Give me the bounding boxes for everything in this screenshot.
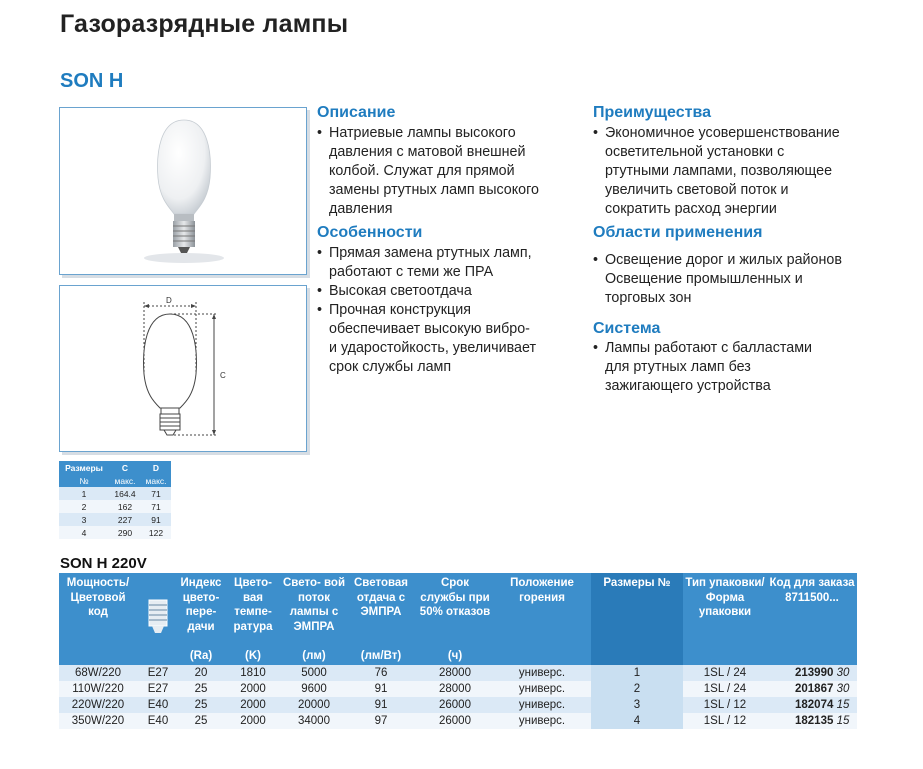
feature-line: и ударостойкость, увеличивает bbox=[329, 340, 536, 356]
cell-efficacy: 76 bbox=[345, 665, 417, 681]
order-code: 182074 bbox=[795, 699, 834, 711]
feature-line: работают с теми же ПРА bbox=[329, 264, 494, 280]
header-efficacy: Световая отдача с ЭМПРА bbox=[345, 573, 417, 647]
advantage-line: увеличить световой поток и bbox=[605, 182, 789, 198]
product-name: SON H bbox=[60, 70, 124, 92]
cell-lifetime: 28000 bbox=[417, 681, 493, 697]
cell-efficacy: 97 bbox=[345, 713, 417, 729]
advantages-section bbox=[593, 104, 893, 219]
description-list bbox=[317, 124, 577, 219]
dim-cell: 3 bbox=[59, 513, 109, 526]
table-row bbox=[59, 697, 857, 713]
features-list bbox=[317, 244, 577, 377]
advantage-line: сократить расход энергии bbox=[605, 201, 777, 217]
order-code: 182135 bbox=[795, 715, 834, 727]
main-table-title: SON H 220V bbox=[60, 555, 147, 572]
header-order-code: Код для заказа 8711500... bbox=[767, 573, 857, 647]
application-line: торговых зон bbox=[605, 290, 692, 306]
cell-color-temp: 1810 bbox=[223, 665, 283, 681]
drawing-label-d: D bbox=[166, 296, 172, 305]
cell-cri: 25 bbox=[179, 681, 223, 697]
dimension-drawing-image bbox=[60, 286, 306, 451]
unit-cell bbox=[591, 647, 683, 665]
unit-cell bbox=[137, 647, 179, 665]
description-section bbox=[317, 104, 577, 219]
cell-size: 3 bbox=[591, 697, 683, 713]
drawing-label-c: C bbox=[220, 371, 226, 380]
order-code-suffix: 15 bbox=[836, 715, 850, 727]
unit-cell bbox=[767, 647, 857, 665]
cell-flux: 9600 bbox=[283, 681, 345, 697]
dim-cell: 1 bbox=[59, 487, 109, 500]
dim-cell: 71 bbox=[141, 500, 171, 513]
description-line: • Натриевые лампы высокого bbox=[317, 124, 577, 143]
dim-row bbox=[59, 513, 171, 526]
header-size: Размеры № bbox=[591, 573, 683, 647]
unit-efficacy: (лм/Вт) bbox=[345, 647, 417, 665]
description-line: колбой. Служат для прямой bbox=[329, 163, 515, 179]
unit-cri: (Ra) bbox=[179, 647, 223, 665]
order-code: 213990 bbox=[795, 667, 834, 679]
cell-lifetime: 28000 bbox=[417, 665, 493, 681]
cell-efficacy: 91 bbox=[345, 681, 417, 697]
features-section bbox=[317, 224, 577, 377]
dim-subheader: макс. bbox=[141, 475, 171, 487]
lamp-base-icon bbox=[147, 598, 169, 638]
unit-lifetime: (ч) bbox=[417, 647, 493, 665]
system-section bbox=[593, 320, 893, 396]
cell-power: 350W/220 bbox=[59, 713, 137, 729]
cell-order-code bbox=[767, 713, 857, 729]
lamp-dimension-drawing bbox=[59, 285, 307, 452]
order-code-suffix: 30 bbox=[836, 683, 850, 695]
unit-cell bbox=[59, 647, 137, 665]
feature-line: • Высокая светоотдача bbox=[317, 282, 577, 301]
feature-line: • Прямая замена ртутных ламп, bbox=[317, 244, 577, 263]
cell-color-temp: 2000 bbox=[223, 697, 283, 713]
cell-cri: 25 bbox=[179, 713, 223, 729]
header-packaging: Тип упаковки/ Форма упаковки bbox=[683, 573, 767, 647]
cell-packaging: 1SL / 24 bbox=[683, 665, 767, 681]
dim-cell: 2 bbox=[59, 500, 109, 513]
cell-power: 110W/220 bbox=[59, 681, 137, 697]
unit-cell bbox=[683, 647, 767, 665]
cell-packaging: 1SL / 12 bbox=[683, 713, 767, 729]
cell-color-temp: 2000 bbox=[223, 713, 283, 729]
cell-order-code bbox=[767, 665, 857, 681]
advantage-line: осветительной установки с bbox=[605, 144, 785, 160]
cell-efficacy: 91 bbox=[345, 697, 417, 713]
header-power: Мощность/ Цветовой код bbox=[59, 573, 137, 647]
dim-row bbox=[59, 526, 171, 539]
cell-base: E27 bbox=[137, 681, 179, 697]
cell-position: универс. bbox=[493, 665, 591, 681]
order-code-suffix: 30 bbox=[836, 667, 850, 679]
cell-cri: 20 bbox=[179, 665, 223, 681]
cell-order-code bbox=[767, 697, 857, 713]
cell-color-temp: 2000 bbox=[223, 681, 283, 697]
cell-flux: 20000 bbox=[283, 697, 345, 713]
application-line: Освещение промышленных и bbox=[605, 271, 803, 287]
table-row bbox=[59, 681, 857, 697]
table-row bbox=[59, 713, 857, 729]
dim-header: D bbox=[141, 461, 171, 475]
applications-list bbox=[593, 251, 893, 308]
feature-line: обеспечивает высокую вибро- bbox=[329, 321, 530, 337]
cell-cri: 25 bbox=[179, 697, 223, 713]
header-base-icon-cell bbox=[137, 573, 179, 647]
feature-line: • Прочная конструкция bbox=[317, 301, 577, 320]
lamp-photo bbox=[59, 107, 307, 275]
dim-cell: 164.4 bbox=[109, 487, 141, 500]
cell-position: универс. bbox=[493, 697, 591, 713]
page-title: Газоразрядные лампы bbox=[60, 10, 349, 38]
cell-lifetime: 26000 bbox=[417, 697, 493, 713]
header-cri: Индекс цвето- пере- дачи bbox=[179, 573, 223, 647]
system-title: Система bbox=[593, 320, 661, 337]
dim-subheader: № bbox=[59, 475, 109, 487]
description-line: давления с матовой внешней bbox=[329, 144, 526, 160]
unit-color-temp: (K) bbox=[223, 647, 283, 665]
advantages-title: Преимущества bbox=[593, 104, 711, 121]
order-code-suffix: 15 bbox=[836, 699, 850, 711]
unit-flux: (лм) bbox=[283, 647, 345, 665]
header-burning-position: Положение горения bbox=[493, 573, 591, 647]
header-flux: Свето- вой поток лампы с ЭМПРА bbox=[283, 573, 345, 647]
order-code: 201867 bbox=[795, 683, 834, 695]
table-row bbox=[59, 665, 857, 681]
cell-size: 4 bbox=[591, 713, 683, 729]
main-product-table bbox=[59, 573, 857, 729]
advantage-line: ртутными лампами, позволяющее bbox=[605, 163, 833, 179]
cell-flux: 34000 bbox=[283, 713, 345, 729]
cell-position: универс. bbox=[493, 681, 591, 697]
feature-line: срок службы ламп bbox=[329, 359, 452, 375]
dim-cell: 162 bbox=[109, 500, 141, 513]
cell-position: универс. bbox=[493, 713, 591, 729]
cell-flux: 5000 bbox=[283, 665, 345, 681]
cell-base: E40 bbox=[137, 697, 179, 713]
dim-cell: 227 bbox=[109, 513, 141, 526]
cell-power: 220W/220 bbox=[59, 697, 137, 713]
cell-order-code bbox=[767, 681, 857, 697]
dim-subheader: макс. bbox=[109, 475, 141, 487]
applications-section bbox=[593, 224, 893, 308]
description-title: Описание bbox=[317, 104, 396, 121]
dim-header: C bbox=[109, 461, 141, 475]
advantages-list bbox=[593, 124, 893, 219]
advantage-line: • Экономичное усовершенствование bbox=[593, 124, 893, 143]
cell-base: E40 bbox=[137, 713, 179, 729]
applications-title: Области применения bbox=[593, 224, 763, 241]
dim-row bbox=[59, 487, 171, 500]
cell-lifetime: 26000 bbox=[417, 713, 493, 729]
dim-cell: 91 bbox=[141, 513, 171, 526]
dim-cell: 71 bbox=[141, 487, 171, 500]
cell-base: E27 bbox=[137, 665, 179, 681]
header-color-temp: Цвето- вая темпе- ратура bbox=[223, 573, 283, 647]
system-line: • Лампы работают с балластами bbox=[593, 339, 893, 358]
system-list bbox=[593, 339, 893, 396]
unit-cell bbox=[493, 647, 591, 665]
dim-header: Размеры bbox=[59, 461, 109, 475]
cell-power: 68W/220 bbox=[59, 665, 137, 681]
dim-cell: 4 bbox=[59, 526, 109, 539]
system-line: для ртутных ламп без bbox=[605, 359, 751, 375]
dim-cell: 290 bbox=[109, 526, 141, 539]
application-line: • Освещение дорог и жилых районов bbox=[593, 251, 893, 270]
lamp-photo-image bbox=[60, 108, 306, 274]
dim-row bbox=[59, 500, 171, 513]
cell-size: 1 bbox=[591, 665, 683, 681]
header-lifetime: Срок службы при 50% отказов bbox=[417, 573, 493, 647]
dimensions-table bbox=[59, 461, 171, 539]
description-line: давления bbox=[329, 201, 393, 217]
cell-size: 2 bbox=[591, 681, 683, 697]
cell-packaging: 1SL / 24 bbox=[683, 681, 767, 697]
features-title: Особенности bbox=[317, 224, 423, 241]
cell-packaging: 1SL / 12 bbox=[683, 697, 767, 713]
dim-cell: 122 bbox=[141, 526, 171, 539]
system-line: зажигающего устройства bbox=[605, 378, 771, 394]
description-line: замены ртутных ламп высокого bbox=[329, 182, 539, 198]
